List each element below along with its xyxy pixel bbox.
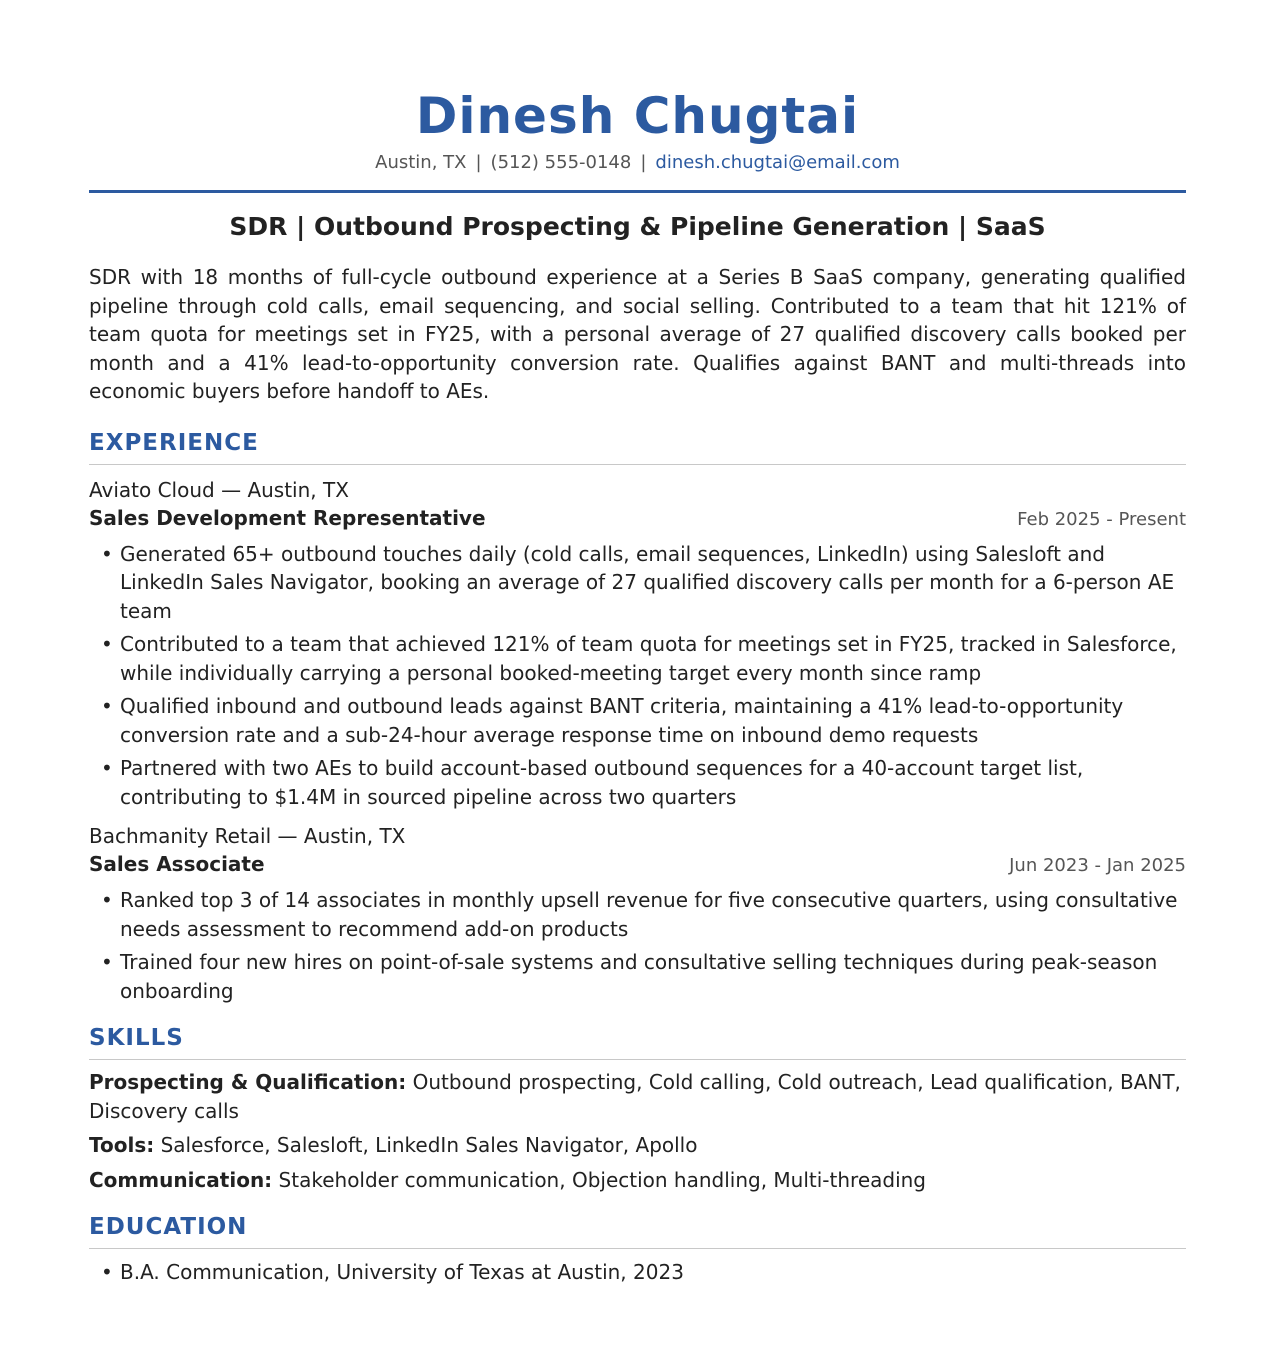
job-bullets <box>89 540 1186 812</box>
header-divider <box>89 190 1186 193</box>
skill-category: Prospecting & Qualification: <box>89 1070 407 1094</box>
phone: (512) 555-0148 <box>490 152 632 173</box>
skill-category: Communication: <box>89 1167 273 1192</box>
candidate-name: Dinesh Chugtai <box>415 87 860 145</box>
skill-category: Tools: <box>89 1133 155 1157</box>
bullet-text: Trained four new hires on point-of-sale systems and consultative selling techniques during peak-season onboarding <box>120 950 1158 1003</box>
bullet-icon: • <box>101 694 113 718</box>
role-row <box>89 850 1186 880</box>
bullet-icon: • <box>101 950 113 974</box>
company-line: Aviato Cloud — Austin, TX <box>89 477 349 502</box>
education-section <box>89 1212 1186 1287</box>
job-title: Sales Associate <box>89 852 265 876</box>
bullet-icon: • <box>101 632 113 656</box>
job-dates: Jun 2023 - Jan 2025 <box>1009 855 1186 876</box>
bullet-text: Generated 65+ outbound touches daily (cold calls, email sequences, LinkedIn) using Salesloft and LinkedIn Sales Navigator, booking an average of 27 qualified discovery calls per month for a 6-person AE team <box>120 541 1175 623</box>
role-row <box>89 504 1186 534</box>
section-divider <box>89 464 1186 465</box>
education-entry: B.A. Communication, University of Texas at Austin, 2023 <box>120 1260 684 1284</box>
skills-list <box>89 1068 1186 1194</box>
skill-line <box>89 1131 1186 1160</box>
contact-separator: | <box>640 152 647 173</box>
bullet-item <box>89 540 1186 626</box>
section-divider <box>89 1059 1186 1060</box>
experience-section <box>89 428 1186 1006</box>
section-title-skills: SKILLS <box>89 1025 184 1051</box>
skill-values: Salesforce, Salesloft, LinkedIn Sales Navigator, Apollo <box>160 1133 698 1157</box>
bullet-icon: • <box>101 888 113 912</box>
bullet-text: Qualified inbound and outbound leads against BANT criteria, maintaining a 41% lead-to-opportunity conversion rate and a sub-24-hour average response time on inbound demo requests <box>120 694 1124 747</box>
contact-separator: | <box>475 152 482 173</box>
bullet-icon: • <box>101 541 113 566</box>
bullet-item <box>89 754 1186 811</box>
section-divider <box>89 1248 1186 1249</box>
contact-line <box>89 151 1186 175</box>
bullet-item <box>89 630 1186 687</box>
skills-section <box>89 1023 1186 1194</box>
bullet-item <box>89 692 1186 749</box>
job-dates: Feb 2025 - Present <box>1017 508 1186 530</box>
bullet-item <box>89 886 1186 943</box>
education-list <box>89 1258 1186 1287</box>
company-line: Bachmanity Retail — Austin, TX <box>89 824 406 848</box>
job-bullets <box>89 886 1186 1005</box>
email-link[interactable]: dinesh.chugtai@email.com <box>655 152 900 173</box>
bullet-item <box>89 1258 1186 1287</box>
bullet-text: Ranked top 3 of 14 associates in monthly upsell revenue for five consecutive quarters, using consultative needs assessment to recommend add-on products <box>120 888 1178 941</box>
bullet-text: Contributed to a team that achieved 121% of team quota for meetings set in FY25, tracked in Salesforce, while individually carrying a personal booked-meeting target every month since ramp <box>120 632 1177 685</box>
location: Austin, TX <box>375 152 467 173</box>
job-title: Sales Development Representative <box>89 505 486 530</box>
summary: SDR with 18 months of full-cycle outbound experience at a Series B SaaS company, generating qualified pipeline through cold calls, email sequencing, and social selling. Contributed to a team that hit 121% of team quota for meetings set in FY25, with a personal average of 27 qualified discovery calls booked per month and a 41% lead-to-opportunity conversion rate. Qualifies against BANT and multi-threads into economic buyers before handoff to AEs. <box>89 265 1186 403</box>
bullet-icon: • <box>101 1260 113 1284</box>
headline: SDR | Outbound Prospecting & Pipeline Generation | SaaS <box>229 212 1046 241</box>
section-title-experience: EXPERIENCE <box>89 429 259 456</box>
skill-line <box>89 1068 1186 1125</box>
bullet-text: Partnered with two AEs to build account-based outbound sequences for a 40-account target list, contributing to $1.4M in sourced pipeline across two quarters <box>120 756 1084 809</box>
skill-values: Outbound prospecting, Cold calling, Cold outreach, Lead qualification, BANT, Discovery calls <box>89 1070 1181 1123</box>
section-title-education: EDUCATION <box>89 1214 248 1240</box>
bullet-icon: • <box>101 756 113 780</box>
bullet-item <box>89 948 1186 1005</box>
skill-values: Stakeholder communication, Objection handling, Multi-threading <box>278 1167 926 1192</box>
job-entry <box>89 476 1186 812</box>
job-entry <box>89 822 1186 1005</box>
skill-line <box>89 1166 1186 1195</box>
